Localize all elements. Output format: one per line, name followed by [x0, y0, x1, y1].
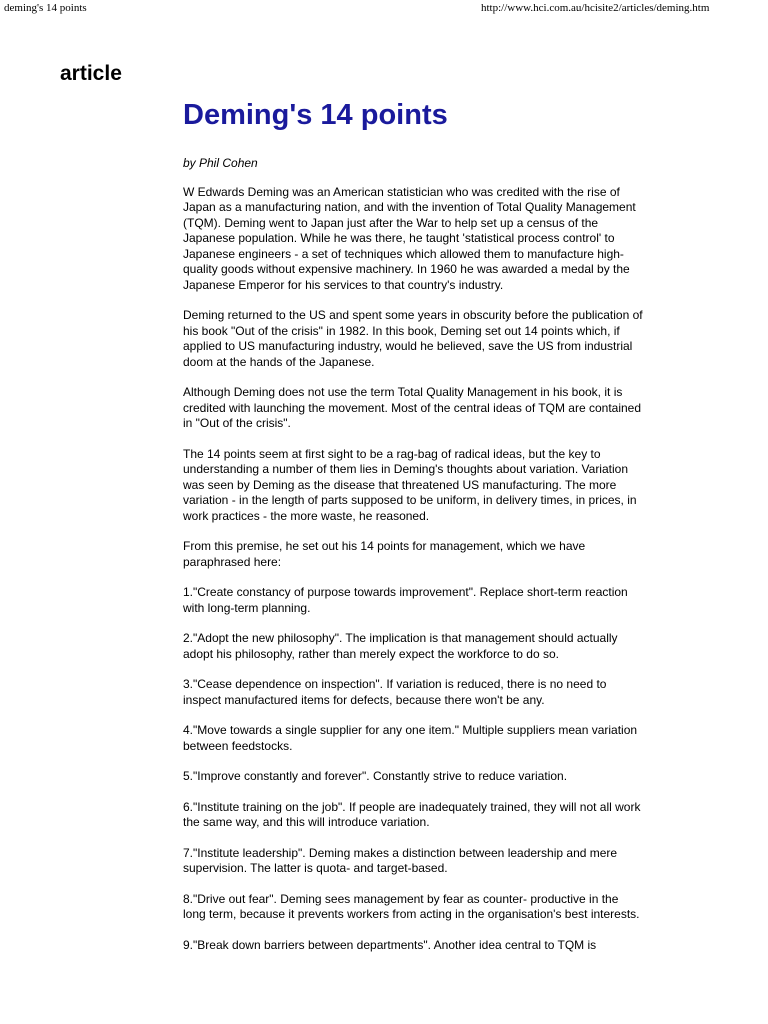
intro-paragraph: W Edwards Deming was an American statistician who was credited with the rise of Japan as a manufacturing nation, and with the invention of Total Quality Management (TQM). Deming went to Japan just after the War to help set up a census of the Japanese population. While he was there, he taught 'statistical process control' to Japanese engineers - a set of techniques which allowed them to manufacture high-quality goods without expensive machinery. In 1960 he was awarded a medal by the Japanese Emperor for his services to that country's industry.: [183, 184, 636, 292]
point-item: 9."Break down barriers between departments". Another idea central to TQM is: [183, 937, 597, 952]
body-paragraph: Deming returned to the US and spent some years in obscurity before the publication of his book "Out of the crisis" in 1982. In this book, Deming set out 14 points which, if applied to US manufacturing industry, would he believed, save the US from industrial doom at the hands of the Japanese.: [183, 308, 643, 369]
point-item: 7."Institute leadership". Deming makes a distinction between leadership and mere supervision. The latter is quota- and target-based.: [183, 845, 618, 875]
point-item: 3."Cease dependence on inspection". If variation is reduced, there is no need to inspect manufactured items for defects, because there won't be any.: [183, 677, 607, 707]
body-paragraph: From this premise, he set out his 14 points for management, which we have paraphrased here:: [183, 539, 586, 569]
point-item: 5."Improve constantly and forever". Constantly strive to reduce variation.: [183, 769, 568, 783]
point-item: 6."Institute training on the job". If people are inadequately trained, they will not all work the same way, and this will introduce variation.: [183, 799, 641, 829]
article-byline: by Phil Cohen: [183, 156, 258, 170]
section-label: article: [60, 62, 122, 85]
body-paragraph: The 14 points seem at first sight to be a rag-bag of radical ideas, but the key to understanding a number of them lies in Deming's thoughts about variation. Variation was seen by Deming as the disease that threatened US manufacturing. The more variation - in the length of parts supposed to be uniform, in delivery times, in prices, in work practices - the more waste, he reasoned.: [183, 446, 637, 523]
page-url-header: http://www.hci.com.au/hcisite2/articles/deming.htm: [481, 2, 710, 14]
point-item: 4."Move towards a single supplier for any one item." Multiple suppliers mean variation between feedstocks.: [183, 723, 638, 753]
page-title-header: deming's 14 points: [4, 2, 87, 14]
print-header: [0, 0, 768, 16]
body-paragraph: Although Deming does not use the term Total Quality Management in his book, it is credited with launching the movement. Most of the central ideas of TQM are contained in "Out of the crisis".: [183, 385, 642, 430]
point-item: 8."Drive out fear". Deming sees management by fear as counter- productive in the long term, because it prevents workers from acting in the organisation's best interests.: [183, 891, 640, 921]
article-title: Deming's 14 points: [183, 99, 448, 131]
point-item: 1."Create constancy of purpose towards improvement". Replace short-term reaction with long-term planning.: [183, 585, 628, 615]
point-item: 2."Adopt the new philosophy". The implication is that management should actually adopt his philosophy, rather than merely expect the workforce to do so.: [183, 631, 618, 661]
article-body: [183, 96, 643, 968]
